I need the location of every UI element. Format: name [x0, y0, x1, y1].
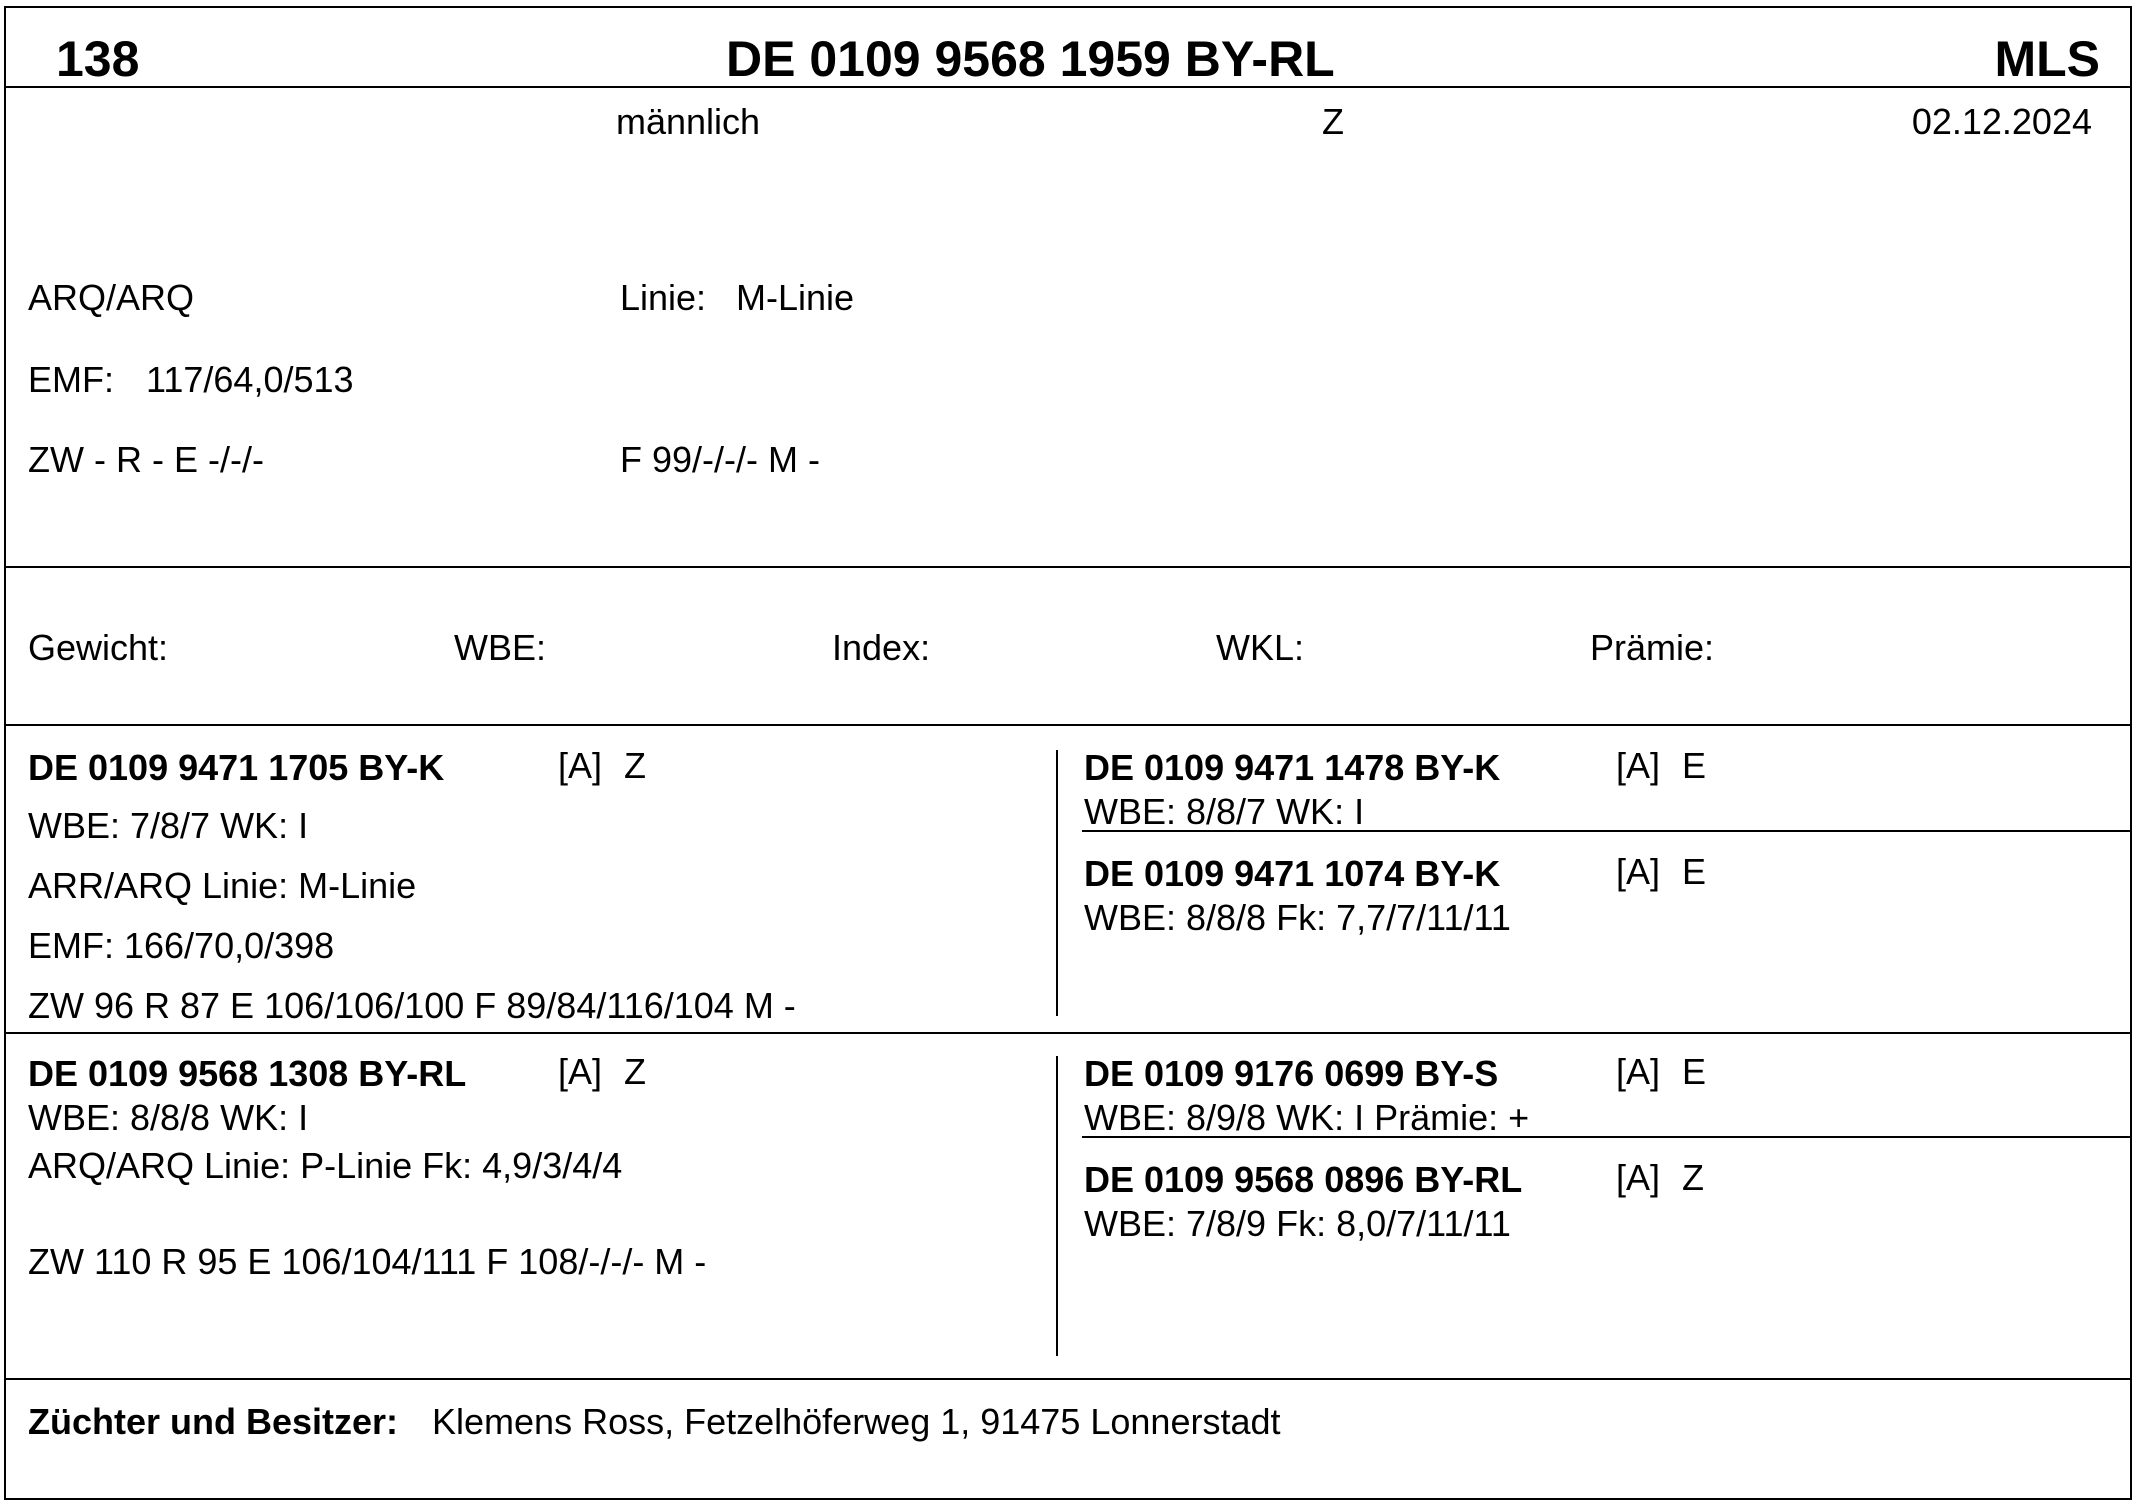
dam-dam-id: DE 0109 9568 0896 BY-RL — [1084, 1159, 1523, 1200]
divider — [6, 86, 2130, 88]
sire-id: DE 0109 9471 1705 BY-K — [28, 747, 445, 788]
dam-wbe: WBE: 8/8/8 WK: I — [28, 1097, 309, 1138]
sire-dam-tag: [A] — [1616, 851, 1661, 892]
f-values: F 99/-/-/- M - — [620, 439, 820, 480]
sire-dam-id: DE 0109 9471 1074 BY-K — [1084, 853, 1501, 894]
divider — [6, 1378, 2130, 1380]
sire-dam-code: E — [1682, 851, 1707, 892]
dam-sire-tag: [A] — [1616, 1051, 1661, 1092]
gewicht-label: Gewicht: — [28, 627, 169, 668]
sire-emf: EMF: 166/70,0/398 — [28, 925, 335, 966]
sire-sire-tag: [A] — [1616, 745, 1661, 786]
sire-sire-id: DE 0109 9471 1478 BY-K — [1084, 747, 1501, 788]
divider — [6, 566, 2130, 568]
sire-tag: [A] — [558, 745, 603, 786]
column-divider — [1056, 1056, 1058, 1356]
wkl-label: WKL: — [1216, 627, 1305, 668]
dam-sire-code: E — [1682, 1051, 1707, 1092]
column-divider — [1056, 750, 1058, 1016]
sire-sire-code: E — [1682, 745, 1707, 786]
dam-dam-tag: [A] — [1616, 1157, 1661, 1198]
index-label: Index: — [832, 627, 931, 668]
sire-dam-wbe: WBE: 8/8/8 Fk: 7,7/7/11/11 — [1084, 897, 1511, 938]
sire-zw: ZW 96 R 87 E 106/106/100 F 89/84/116/104 M - — [28, 985, 796, 1026]
card-number: 138 — [56, 31, 140, 87]
breeder-label: Züchter und Besitzer: — [28, 1401, 399, 1442]
wbe-label: WBE: — [454, 627, 547, 668]
dam-sire-id: DE 0109 9176 0699 BY-S — [1084, 1053, 1499, 1094]
divider — [6, 1032, 2130, 1034]
dam-genotype: ARQ/ARQ Linie: P-Linie Fk: 4,9/3/4/4 — [28, 1145, 623, 1186]
pedigree-card — [4, 6, 2132, 1500]
dam-dam-code: Z — [1682, 1157, 1704, 1198]
sex: männlich — [616, 101, 761, 142]
date: 02.12.2024 — [1911, 101, 2092, 142]
dam-code: Z — [624, 1051, 646, 1092]
breed-code: MLS — [1994, 31, 2100, 87]
line-value: M-Linie — [736, 277, 855, 318]
sire-genotype: ARR/ARQ Linie: M-Linie — [28, 865, 417, 906]
breeder-value: Klemens Ross, Fetzelhöferweg 1, 91475 Lonnerstadt — [432, 1401, 1281, 1442]
dam-tag: [A] — [558, 1051, 603, 1092]
sire-code: Z — [624, 745, 646, 786]
sire-sire-wbe: WBE: 8/8/7 WK: I — [1084, 791, 1365, 832]
dam-zw: ZW 110 R 95 E 106/104/111 F 108/-/-/- M - — [28, 1241, 707, 1282]
line-label: Linie: — [620, 277, 707, 318]
genotype: ARQ/ARQ — [28, 277, 195, 318]
emf-value: 117/64,0/513 — [146, 359, 354, 400]
status-code: Z — [1322, 101, 1344, 142]
zw-values: ZW - R - E -/-/- — [28, 439, 264, 480]
dam-sire-wbe: WBE: 8/9/8 WK: I Prämie: + — [1084, 1097, 1530, 1138]
divider — [1082, 1136, 2130, 1138]
praemie-label: Prämie: — [1590, 627, 1715, 668]
animal-id: DE 0109 9568 1959 BY-RL — [726, 31, 1335, 87]
emf-label: EMF: — [28, 359, 114, 400]
dam-id: DE 0109 9568 1308 BY-RL — [28, 1053, 467, 1094]
divider — [1082, 830, 2130, 832]
dam-dam-wbe: WBE: 7/8/9 Fk: 8,0/7/11/11 — [1084, 1203, 1511, 1244]
divider — [6, 724, 2130, 726]
sire-wbe: WBE: 7/8/7 WK: I — [28, 805, 309, 846]
